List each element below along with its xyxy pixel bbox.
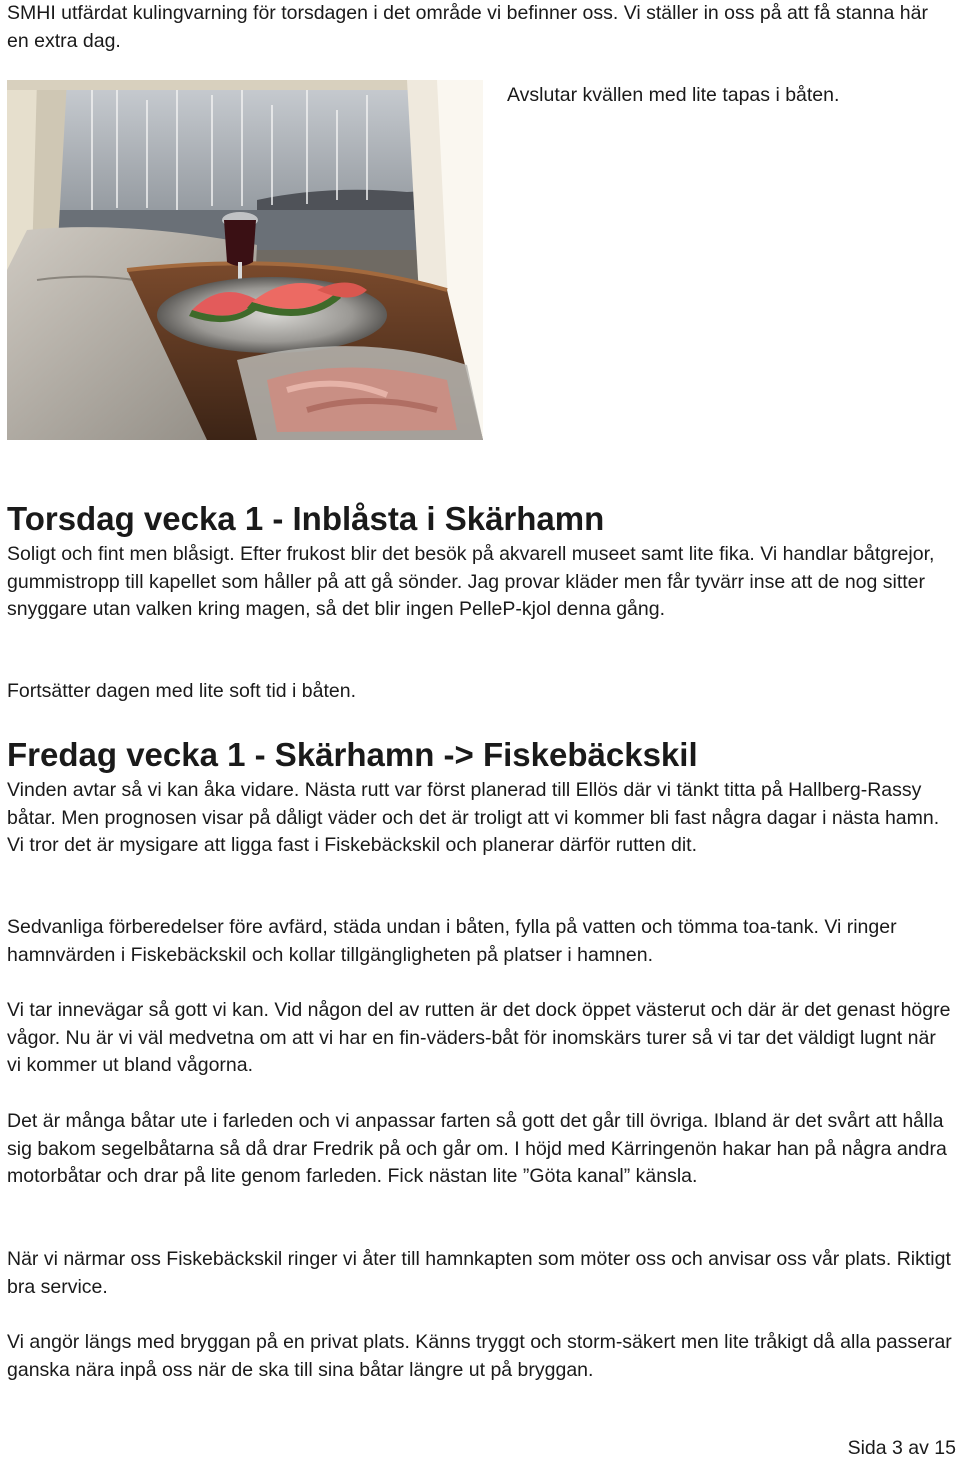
section-paragraph: Vi angör längs med bryggan på en privat plats. Känns tryggt och storm-säkert men lite tråkigt då alla passerar ganska nära inpå oss när de ska till sina båtar längre ut på bryggan. xyxy=(7,1331,952,1381)
section-paragraph: Sedvanliga förberedelser före avfärd, städa undan i båten, fylla på vatten och tömma toa-tank. Vi ringer hamnvärden i Fiskebäckskil och kollar tillgängligheten på platser i hamnen. xyxy=(7,916,897,966)
page-number: Sida 3 av 15 xyxy=(847,1437,956,1459)
section-paragraph: Fortsätter dagen med lite soft tid i båten. xyxy=(7,680,357,702)
intro-paragraph: SMHI utfärdat kulingvarning för torsdagen i det område vi befinner oss. Vi ställer in oss på att få stanna här en extra dag. xyxy=(7,2,928,52)
tapas-photo xyxy=(7,80,483,440)
section-paragraph: När vi närmar oss Fiskebäckskil ringer vi åter till hamnkapten som möter oss och anvisar oss vår plats. Riktigt bra service. xyxy=(7,1248,951,1298)
section-heading: Fredag vecka 1 - Skärhamn -> Fiskebäckskil xyxy=(7,736,698,773)
section-paragraph: Vinden avtar så vi kan åka vidare. Nästa rutt var först planerad till Ellös där vi tänkt titta på Hallberg-Rassy båtar. Men prognosen visar på dåligt väder och det är troligt att vi kommer bli fast några dagar i nästa hamn. Vi tror det är mysigare att ligga fast i Fiskebäckskil och planerar därför rutten dit. xyxy=(7,779,940,856)
section-paragraph: Vi tar innevägar så gott vi kan. Vid någon del av rutten är det dock öppet västerut och där är det genast högre vågor. Nu är vi väl medvetna om att vi har en fin-väders-båt för inomskärs turer så vi tar det väldigt lugnt när vi kommer ut bland vågorna. xyxy=(7,999,951,1076)
section-paragraph: Det är många båtar ute i farleden och vi anpassar farten så gott det går till övriga. Ibland är det svårt att hålla sig bakom segelbåtarna så då drar Fredrik på och går om. I höjd med Kärringenön hakar han på några andra motorbåtar och drar på lite genom farleden. Fick nästan lite ”Göta kanal” känsla. xyxy=(7,1110,947,1187)
photo-caption: Avslutar kvällen med lite tapas i båten. xyxy=(507,84,840,106)
section-heading: Torsdag vecka 1 - Inblåsta i Skärhamn xyxy=(7,500,605,537)
section-paragraph: Soligt och fint men blåsigt. Efter frukost blir det besök på akvarell museet samt lite fika. Vi handlar båtgrejor, gummistropp till kapellet som håller på att gå sönder. Jag provar kläder men får tyvärr inse att de nog sitter snyggare utan valken kring magen, så det blir ingen PelleP-kjol denna gång. xyxy=(7,543,935,620)
